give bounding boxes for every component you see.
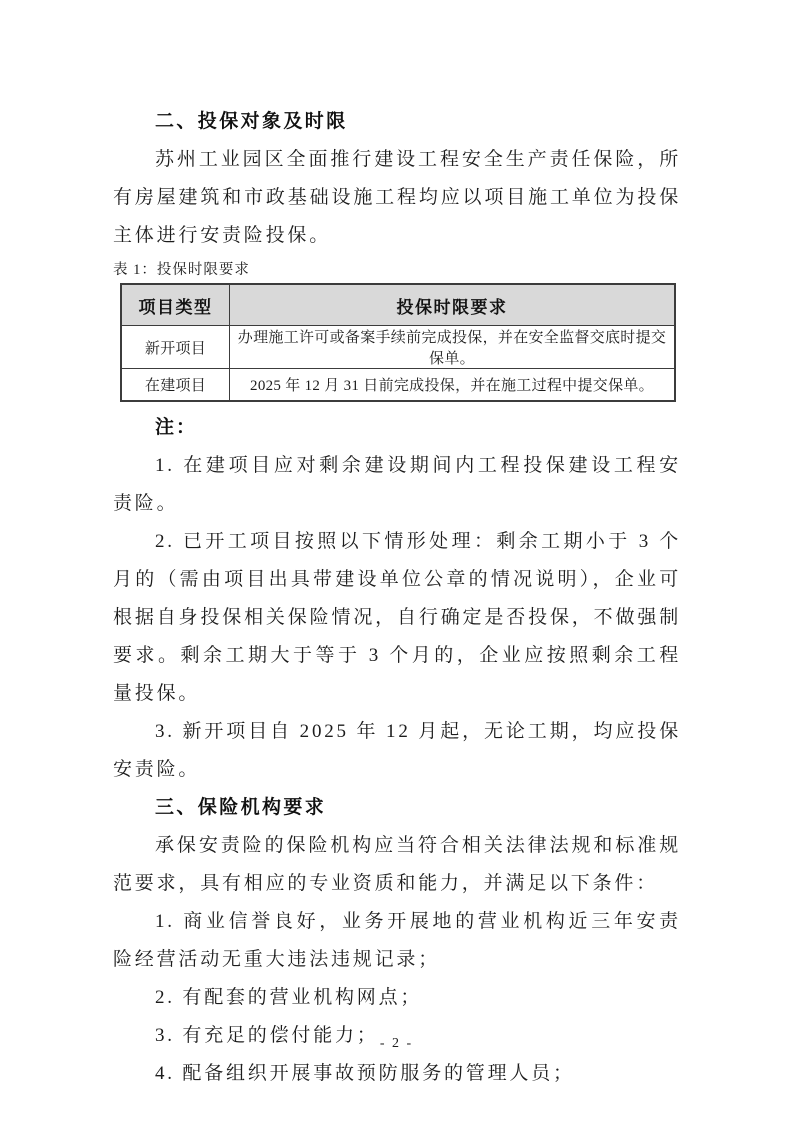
document-content bbox=[113, 103, 681, 1093]
insurance-deadline-table bbox=[120, 283, 676, 402]
requirement-item-3: 3. 有充足的偿付能力； bbox=[155, 1025, 379, 1046]
table-header-deadline-requirement: 投保时限要求 bbox=[230, 284, 676, 326]
table-cell-deadline-requirement: 2025 年 12 月 31 日前完成投保，并在施工过程中提交保单。 bbox=[230, 369, 676, 402]
requirement-item-1: 1. 商业信誉良好，业务开展地的营业机构近三年安责险经营活动无重大违法违规记录； bbox=[113, 911, 681, 970]
table-cell-project-type: 新开项目 bbox=[121, 326, 230, 369]
table-cell-deadline-requirement: 办理施工许可或备案手续前完成投保，并在安全监督交底时提交保单。 bbox=[230, 326, 676, 369]
notes-label: 注： bbox=[155, 417, 198, 438]
note-item-2: 2. 已开工项目按照以下情形处理：剩余工期小于 3 个月的（需由项目出具带建设单位公章的情况说明），企业可根据自身投保相关保险情况，自行确定是否投保，不做强制要求。剩余工期大于等于 3 个月的，企业应按照剩余工程量投保。 bbox=[113, 531, 681, 704]
table-caption: 表 1：投保时限要求 bbox=[113, 262, 250, 278]
section-3-intro-paragraph: 承保安责险的保险机构应当符合相关法律法规和标准规范要求，具有相应的专业资质和能力，并满足以下条件： bbox=[113, 835, 681, 894]
page-number: - 2 - bbox=[379, 1036, 414, 1051]
note-item-1: 1. 在建项目应对剩余建设期间内工程投保建设工程安责险。 bbox=[113, 455, 681, 514]
table-header-row bbox=[121, 284, 675, 326]
section-2-intro-paragraph: 苏州工业园区全面推行建设工程安全生产责任保险，所有房屋建筑和市政基础设施工程均应以项目施工单位为投保主体进行安责险投保。 bbox=[113, 149, 681, 246]
note-item-3: 3. 新开项目自 2025 年 12 月起，无论工期，均应投保安责险。 bbox=[113, 721, 681, 780]
requirement-item-2: 2. 有配套的营业机构网点； bbox=[155, 987, 423, 1008]
requirement-item-4: 4. 配备组织开展事故预防服务的管理人员； bbox=[155, 1063, 575, 1084]
section-3-heading: 三、保险机构要求 bbox=[155, 797, 327, 818]
table-header-project-type: 项目类型 bbox=[121, 284, 230, 326]
section-2-heading: 二、投保对象及时限 bbox=[155, 111, 348, 132]
table-cell-project-type: 在建项目 bbox=[121, 369, 230, 402]
table-row bbox=[121, 369, 675, 402]
table-row bbox=[121, 326, 675, 369]
